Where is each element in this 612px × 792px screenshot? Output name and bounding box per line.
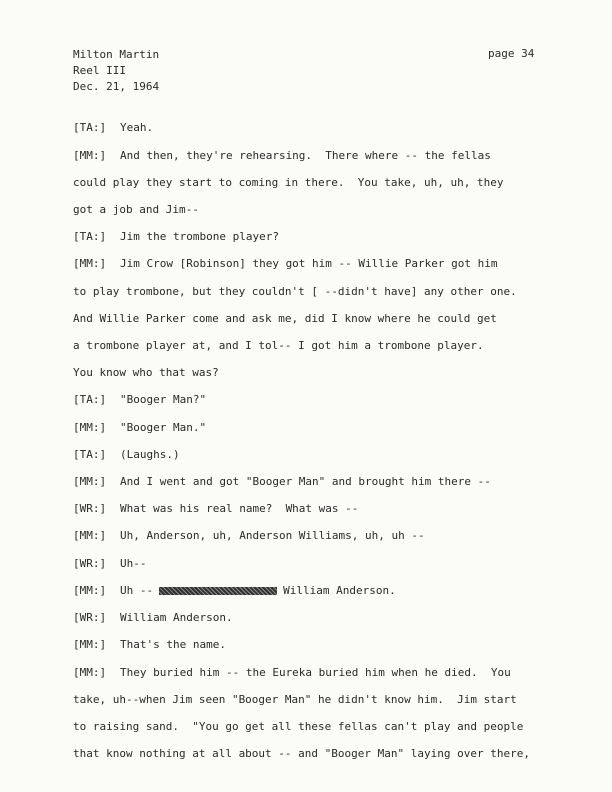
line-text: Jim Crow [Robinson] they got him -- Willie Parker got him — [120, 257, 498, 270]
transcript-line — [73, 501, 358, 517]
speaker-label: [MM:] — [73, 475, 107, 488]
transcript-line — [73, 447, 180, 463]
transcript-line — [73, 229, 279, 245]
transcript-line — [73, 175, 503, 191]
speaker-label: [MM:] — [73, 257, 107, 270]
line-text: to raising sand. "You go get all these fellas can't play and people — [73, 720, 524, 733]
transcript-line — [73, 392, 206, 408]
transcript-line — [73, 420, 206, 436]
line-text: could play they start to coming in there. You take, uh, uh, they — [73, 176, 504, 189]
interview-date: Dec. 21, 1964 — [73, 80, 160, 93]
line-text: to play trombone, but they couldn't [ --didn't have] any other one. — [73, 285, 517, 298]
speaker-label: [MM:] — [73, 666, 107, 679]
line-text: William Anderson. — [120, 611, 233, 624]
speaker-label: [TA:] — [73, 448, 107, 461]
transcript-line — [73, 202, 199, 218]
line-text: Uh-- — [120, 557, 147, 570]
line-text: And then, they're rehearsing. There where -- the fellas — [120, 149, 491, 162]
line-text: And I went and got "Booger Man" and brought him there -- — [120, 475, 491, 488]
transcript-line — [73, 474, 491, 490]
line-text: "Booger Man." — [120, 421, 207, 434]
speaker-label: [WR:] — [73, 502, 107, 515]
line-text: What was his real name? What was -- — [120, 502, 359, 515]
line-text: take, uh--when Jim seen "Booger Man" he didn't know him. Jim start — [73, 693, 517, 706]
speaker-label: [WR:] — [73, 611, 107, 624]
transcript-line — [73, 256, 498, 272]
transcript-line — [73, 556, 147, 572]
line-text: You know who that was? — [73, 366, 219, 379]
transcript-line — [73, 365, 219, 381]
speaker-label: [TA:] — [73, 121, 107, 134]
speaker-label: [TA:] — [73, 230, 107, 243]
line-text: Jim the trombone player? — [120, 230, 279, 243]
transcript-line — [73, 120, 153, 136]
transcript-line — [73, 311, 497, 327]
transcript-line — [73, 637, 226, 653]
speaker-label: [WR:] — [73, 557, 107, 570]
reel-label: Reel III — [73, 64, 126, 77]
line-text: And Willie Parker come and ask me, did I know where he could get — [73, 312, 497, 325]
transcript-line — [73, 692, 517, 708]
transcript-line — [73, 719, 523, 735]
transcript-line — [73, 284, 517, 300]
line-text: They buried him -- the Eureka buried him when he died. You — [120, 666, 511, 679]
speaker-label: [MM:] — [73, 149, 107, 162]
line-text: got a job and Jim-- — [73, 203, 199, 216]
line-text: Uh -- — [120, 584, 154, 597]
line-text: a trombone player at, and I tol-- I got him a trombone player. — [73, 339, 484, 352]
transcript-line — [73, 746, 530, 762]
speaker-label: [MM:] — [73, 529, 107, 542]
transcript-line — [73, 338, 484, 354]
interviewee-name: Milton Martin — [73, 48, 160, 61]
speaker-label: [TA:] — [73, 393, 107, 406]
transcript-line — [73, 583, 396, 599]
line-text: (Laughs.) — [120, 448, 180, 461]
line-text: "Booger Man?" — [120, 393, 207, 406]
transcript-line — [73, 610, 233, 626]
speaker-label: [MM:] — [73, 584, 107, 597]
transcript-line — [73, 665, 511, 681]
transcript-line — [73, 148, 491, 164]
transcript-line — [73, 528, 425, 544]
line-text-continued: William Anderson. — [283, 584, 396, 597]
line-text: That's the name. — [120, 638, 226, 651]
struck-out-text — [159, 587, 277, 595]
speaker-label: [MM:] — [73, 421, 107, 434]
speaker-label: [MM:] — [73, 638, 107, 651]
line-text: that know nothing at all about -- and "Booger Man" laying over there, — [73, 747, 530, 760]
line-text: Yeah. — [120, 121, 154, 134]
page-number: page 34 — [488, 47, 535, 60]
line-text: Uh, Anderson, uh, Anderson Williams, uh, uh -- — [120, 529, 425, 542]
